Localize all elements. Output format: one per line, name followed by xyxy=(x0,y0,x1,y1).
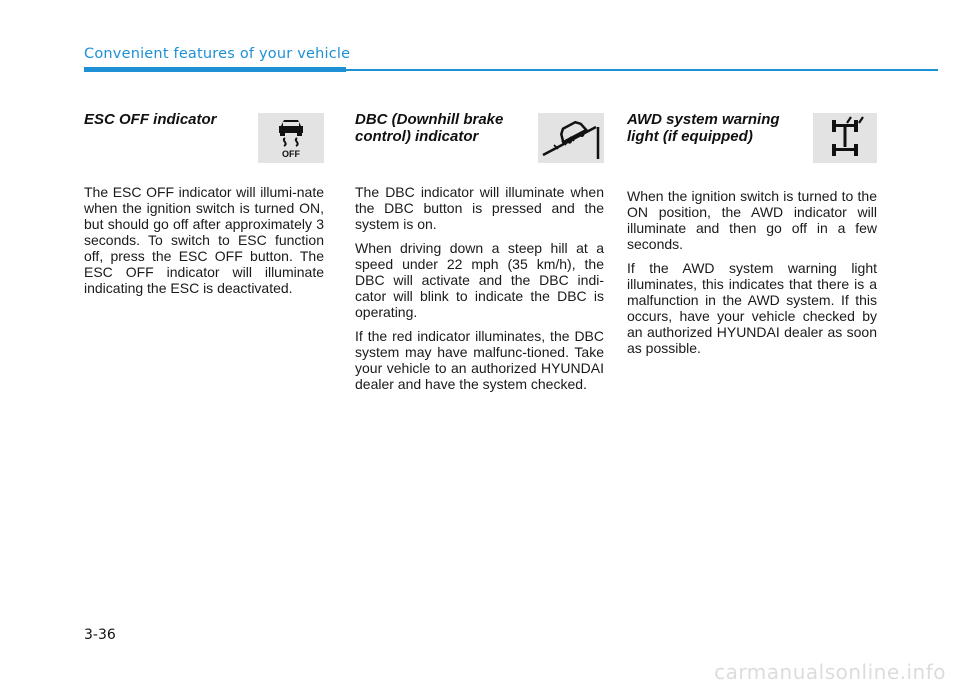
paragraph: If the red indicator illuminates, the DBC system may have malfunc-tioned. Take your vehicle to an authorized HYUNDAI dealer and have the system checked. xyxy=(355,328,604,392)
paragraph: If the AWD system warning light illuminates, this indicates that there is a malfunction in the AWD system. If this occurs, have your vehicle checked by an authorized HYUNDAI dealer as soon as possible. xyxy=(627,260,877,356)
header-title: Convenient features of your vehicle xyxy=(84,46,351,62)
paragraph: The ESC OFF indicator will illumi-nate when the ignition switch is turned ON, but should go off after approximately 3 seconds. To switch to ESC function off, press the ESC OFF button. The ESC OFF indicator will illuminate indicating the ESC is deactivated. xyxy=(84,184,324,296)
section-body xyxy=(84,184,324,296)
section-title: AWD system warning light (if equipped) xyxy=(627,111,780,145)
watermark: carmanualsonline.info xyxy=(714,660,946,684)
section-body xyxy=(627,188,877,356)
dbc-icon-box xyxy=(538,113,604,163)
paragraph: When driving down a steep hill at a speed under 22 mph (35 km/h), the DBC will activate and the DBC indi-cator will blink to indicate the DBC is operating. xyxy=(355,240,604,320)
header-bar-accent xyxy=(84,67,346,72)
section-title: ESC OFF indicator xyxy=(84,111,217,128)
awd-icon-box xyxy=(813,113,877,163)
page-number: 3-36 xyxy=(84,627,116,643)
section-title: DBC (Downhill brake control) indicator xyxy=(355,111,504,145)
section-body xyxy=(355,184,604,392)
paragraph: When the ignition switch is turned to the ON position, the AWD indicator will illuminate and then go off in a few seconds. xyxy=(627,188,877,252)
paragraph: The DBC indicator will illuminate when the DBC button is pressed and the system is on. xyxy=(355,184,604,232)
section-dbc xyxy=(355,110,604,400)
esc-off-icon-box xyxy=(258,113,324,163)
dbc-icon xyxy=(540,115,602,161)
esc-off-icon xyxy=(271,116,311,160)
awd-icon xyxy=(825,115,865,161)
esc-off-icon-text: OFF xyxy=(282,149,300,159)
header-rule xyxy=(346,69,938,71)
section-esc-off xyxy=(84,110,324,304)
section-awd xyxy=(627,110,877,364)
